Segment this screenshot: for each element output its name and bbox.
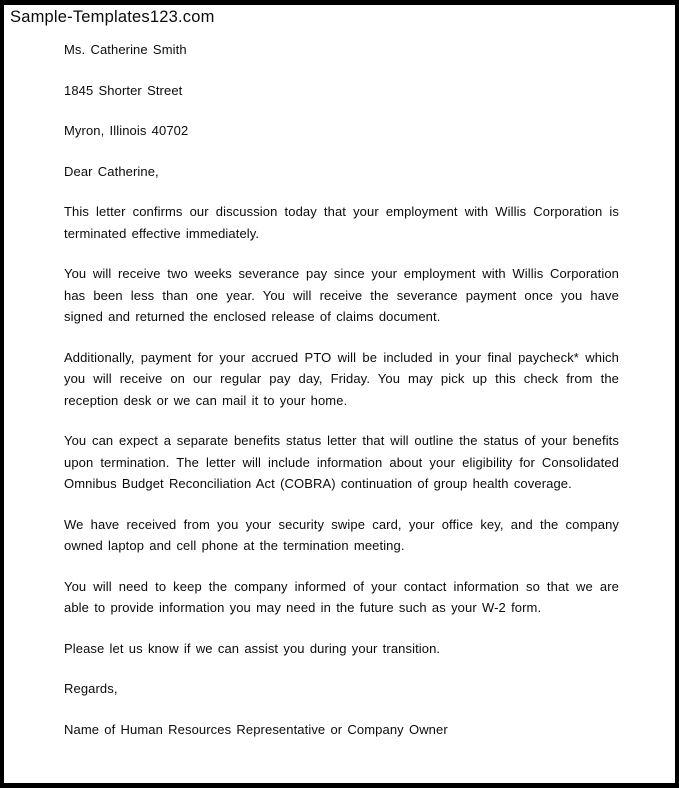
body-paragraph-severance: You will receive two weeks severance pay since your employment with Willis Corporation has been less than one year. You will receive the severance payment once you have signed and returned the enclosed release of claims document.: [64, 266, 619, 324]
body-paragraph-returned-property: We have received from you your security swipe card, your office key, and the company owned laptop and cell phone at the termination meeting.: [64, 516, 619, 553]
letter-body: [4, 28, 675, 740]
body-paragraph-pto-paycheck: Additionally, payment for your accrued PTO will be included in your final paycheck* which you will receive on our regular pay day, Friday. You may pick up this check from the reception desk or we can mail it to your home.: [64, 349, 619, 408]
body-paragraph-benefits-cobra: You can expect a separate benefits status letter that will outline the status of your benefits upon termination. The letter will include information about your eligibility for Consolidated Omnibus Budget Reconciliation Act (COBRA) continuation of group health coverage.: [64, 433, 619, 491]
signature-line: Name of Human Resources Representative or Company Owner: [64, 721, 448, 737]
body-paragraph-contact-info: You will need to keep the company informed of your contact information so that we are able to provide information you may need in the future such as your W-2 form.: [64, 578, 619, 615]
site-header: Sample-Templates123.com: [10, 8, 215, 26]
recipient-city-line: Myron, Illinois 40702: [64, 123, 189, 138]
recipient-name: Ms. Catherine Smith: [64, 42, 187, 57]
salutation: Dear Catherine,: [64, 163, 159, 179]
body-paragraph-termination-notice: This letter confirms our discussion today that your employment with Willis Corporation is terminated effective immediately.: [64, 204, 619, 241]
recipient-street: 1845 Shorter Street: [64, 82, 183, 98]
transition-line: Please let us know if we can assist you during your transition.: [64, 640, 441, 656]
signoff: Regards,: [64, 681, 118, 696]
